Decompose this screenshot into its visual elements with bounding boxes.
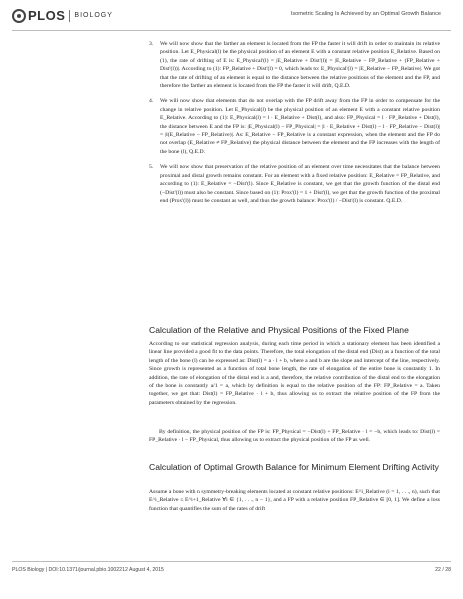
plos-logo-icon [12,9,26,23]
plos-biology-logo[interactable] [12,8,113,23]
section-paragraph: By definition, the physical position of the FP is: FP_Physical = −Dist(l) + FP_Relative · l = −b, which leads to: Dist(l) = FP_Relative · l − FP_Physical, thus allowing us to extract the physical position of the FP as well. [149,429,440,444]
list-item-number: 4. [149,98,154,105]
logo-sub-text: BIOLOGY [74,12,113,19]
running-title: Isometric Scaling Is Achieved by an Optimal Growth Balance [290,11,441,17]
section-heading: Calculation of Optimal Growth Balance for Minimum Element Drifting Activity [149,462,439,472]
list-item [149,40,440,90]
logo-divider [69,10,70,22]
footer-citation[interactable]: PLOS Biology | DOI:10.1371/journal.pbio.1002212 August 4, 2015 [12,567,164,573]
list-item-text: We will now show that the farther an element is located from the FP the faster it will drift in order to maintain its relative position. Let E_Physical(l) be the physical position of an element E with a constant relative position E_Relative. Based on (1), the rate of drifting of E is: E_Physical'(l) = |E_Relative + Dist'(l)| = |E_Relative − FP_Relative + (FP_Relative + Dist'(l))|. According to (1): FP_Relative + Dist'(l) = 0, which leads to: E_Physical'(l) = |E_Relative − FP_Relative|. We got that the rate of drifting of an element is equal to the distance between the relative positions of the element and the FP, and therefore the farther an element is located from the FP the faster it will drift, Q.E.D. [160,41,440,90]
page-header [0,0,463,30]
logo-main-text: PLOS [28,8,66,23]
list-item-number: 5. [149,164,154,171]
page-number: 22 / 28 [435,567,451,573]
footer-rule [12,561,451,562]
section-heading: Calculation of the Relative and Physical Positions of the Fixed Plane [149,325,409,335]
section-paragraph: According to our statistical regression analysis, during each time period in which a stationary element has been identified a linear line provided a good fit to the data points. Therefore, the total elongation of the distal end (Dist) as a function of the total length of the bone (l) can be expressed as: Dist(l) = a · l + b, where a and b are the slope and intercept of the line, respectively. Since growth is represented as a function of total bone length, the rate of elongation of the entire bone is constantly 1. In addition, the rate of elongation of the distal end is a and, therefore, the relative contribution of the distal end to the elongation of the bone is constantly a/1 = a, which by definition is equal to the relative position of the FP: FP_Relative = a. Taken together, we get that: Dist(l) = FP_Relative · l + b, thus allowing us to extract the relative position of the FP from the parameters obtained by the regression. [149,341,440,406]
list-item-text: We will now show that preservation of the relative position of an element over time necessitates that the balance between proximal and distal growth remains constant. For an element with a fixed relative position: E_Relative = FP_Relative, and according to (1): E_Relative = −Dist'(l). Since E_Relative is constant, we get that the growth function of the distal end (−Dist'(l)) must also be constant. Since based on (1): Prox'(l) = 1 + Dist'(l), we get that the growth function of the proximal end (Prox'(l)) must be constant as well, and thus the growth balance: Prox'(l) / −Dist'(l) is constant. Q.E.D. [160,164,440,204]
list-item [149,163,440,205]
list-item-number: 3. [149,41,154,47]
list-item-text: We will now show that elements that do not overlap with the FP drift away from the FP in order to compensate for the change in relative position. Let E_Physical(l) be the physical position of an element E with a constant relative position E_Relative. According to (1): E_Physical(l) = l · E_Relative + Dist(l), and also: FP_Physical = l · FP_Relative + Dist(l), the distance between E and the FP is: |E_Physical(l) − FP_Physical| = |l · E_Relative + Dist(l) − l · FP_Relative − Dist(l)| = |l(E_Relative − FP_Relative)|. As: E_Relative − FP_Relative is a constant expression, when the element and the FP do not overlap (E_Relative ≠ FP_Relative) the physical distance between the element and the FP increases with the length of the bone (l), Q.E.D. [160,98,440,155]
section-paragraph: Assume a bone with n symmetry-breaking elements located at constant relative positions: E^i_Relative (i = 1, . . ., n), such that E^i_Relative ≤ E^i+1_Relative ∀i ∈ {1, . . ., n − 1}, and a FP with a relative position FP_Relative ∈ [0, 1]. We define a loss function that quantifies the sum of the rates of drift [149,489,440,512]
header-rule [12,30,451,31]
list-item [149,97,440,156]
numbered-list [149,40,440,212]
